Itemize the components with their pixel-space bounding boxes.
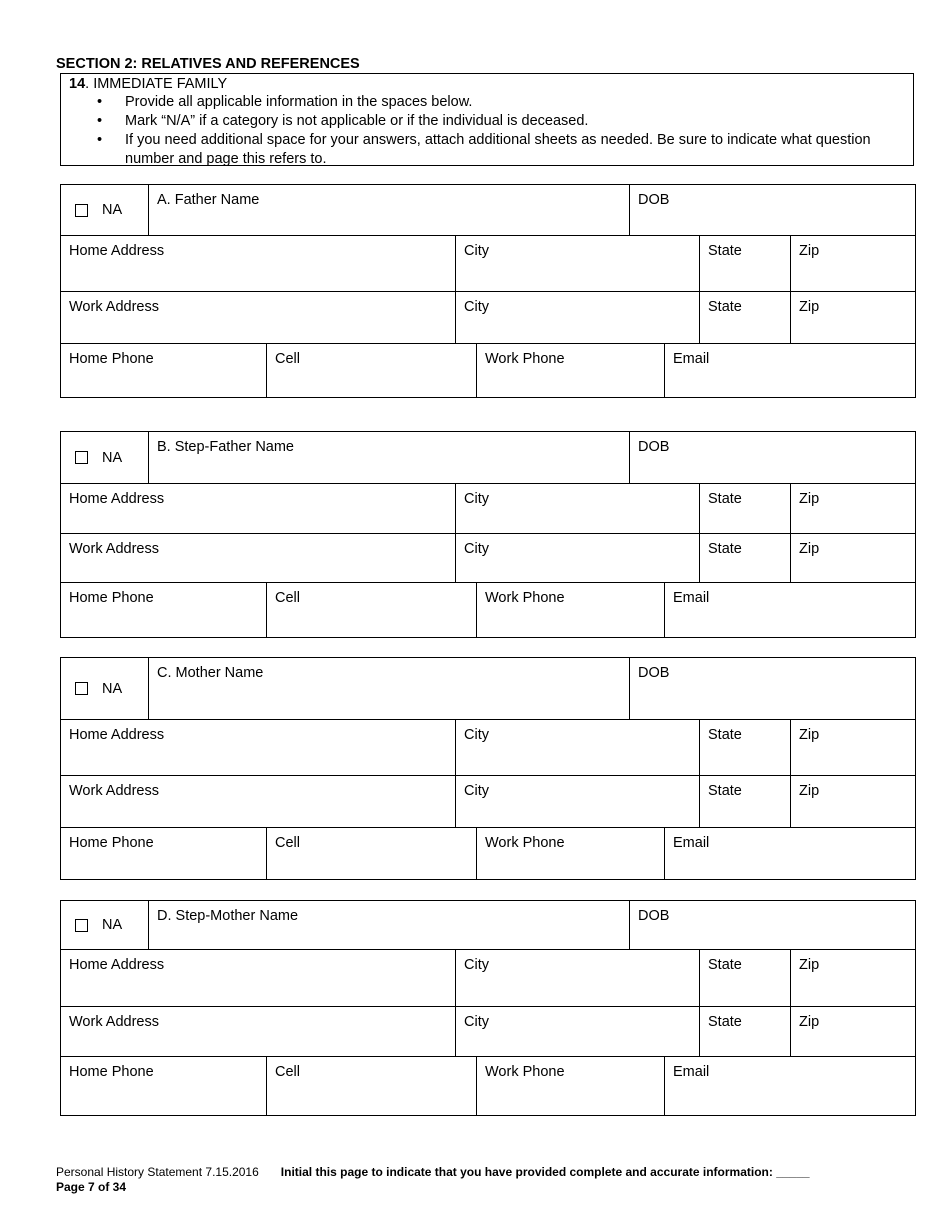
home-phone-field[interactable]: Home Phone [69, 1064, 154, 1080]
na-checkbox[interactable] [75, 919, 88, 932]
home-state-field[interactable]: State [699, 484, 790, 533]
work-address-field[interactable]: Work Address [69, 541, 159, 557]
instructions-list [61, 93, 913, 169]
home-zip-field[interactable]: Zip [790, 950, 915, 1006]
work-address-field[interactable]: Work Address [69, 783, 159, 799]
relative-card-mother [60, 657, 916, 880]
home-address-field[interactable]: Home Address [69, 243, 165, 259]
name-field[interactable]: C. Mother Name [148, 658, 629, 719]
work-zip-field[interactable]: Zip [790, 534, 915, 582]
na-cell [61, 185, 148, 235]
question-number: 14 [69, 76, 86, 92]
email-field[interactable]: Email [664, 583, 915, 637]
na-label: NA [102, 202, 123, 218]
home-address-row [61, 950, 915, 1007]
home-state-field[interactable]: State [699, 720, 790, 775]
work-address-row [61, 1007, 915, 1057]
na-checkbox[interactable] [75, 451, 88, 464]
work-state-field[interactable]: State [699, 292, 790, 343]
home-address-row [61, 484, 915, 534]
home-city-field[interactable]: City [455, 950, 699, 1006]
email-field[interactable]: Email [664, 1057, 915, 1115]
work-phone-field[interactable]: Work Phone [476, 583, 664, 637]
section-title: SECTION 2: RELATIVES AND REFERENCES [56, 56, 360, 72]
cell-phone-field[interactable]: Cell [266, 828, 476, 879]
na-cell [61, 901, 148, 949]
work-address-row [61, 534, 915, 583]
home-state-field[interactable]: State [699, 236, 790, 291]
work-phone-field[interactable]: Work Phone [476, 828, 664, 879]
relative-card-step-mother [60, 900, 916, 1116]
work-state-field[interactable]: State [699, 776, 790, 827]
name-field[interactable]: D. Step-Mother Name [148, 901, 629, 949]
work-address-row [61, 776, 915, 828]
work-phone-field[interactable]: Work Phone [476, 1057, 664, 1115]
name-row [61, 901, 915, 950]
name-row [61, 185, 915, 236]
work-city-field[interactable]: City [455, 1007, 699, 1056]
home-address-field[interactable]: Home Address [69, 727, 165, 743]
phone-row [61, 344, 915, 397]
na-label: NA [102, 917, 123, 933]
instructions-box [60, 73, 914, 166]
work-address-row [61, 292, 915, 344]
relative-card-step-father [60, 431, 916, 638]
footer-certification: Initial this page to indicate that you have provided complete and accurate information: _____ [280, 1165, 810, 1179]
name-row [61, 432, 915, 484]
home-city-field[interactable]: City [455, 236, 699, 291]
home-address-row [61, 236, 915, 292]
home-address-field[interactable]: Home Address [69, 491, 165, 507]
footer-line-1 [56, 1165, 810, 1180]
dob-field[interactable]: DOB [629, 432, 915, 483]
dob-field[interactable]: DOB [629, 658, 915, 719]
instruction-item: • If you need additional space for your answers, attach additional sheets as needed. Be sure to indicate what question number and page this refers to. [61, 131, 913, 169]
na-label: NA [102, 449, 123, 466]
question-heading [69, 75, 227, 94]
name-field[interactable]: B. Step-Father Name [148, 432, 629, 483]
footer-statement: Personal History Statement 7.15.2016 [56, 1165, 259, 1179]
page-footer [56, 1165, 810, 1195]
work-phone-field[interactable]: Work Phone [476, 344, 664, 397]
na-cell [61, 658, 148, 719]
relative-card-father [60, 184, 916, 398]
work-state-field[interactable]: State [699, 1007, 790, 1056]
home-zip-field[interactable]: Zip [790, 720, 915, 775]
home-city-field[interactable]: City [455, 720, 699, 775]
work-city-field[interactable]: City [455, 292, 699, 343]
work-zip-field[interactable]: Zip [790, 292, 915, 343]
phone-row [61, 583, 915, 637]
email-field[interactable]: Email [664, 828, 915, 879]
question-title: . IMMEDIATE FAMILY [85, 76, 228, 92]
page-number: Page 7 of 34 [56, 1180, 127, 1194]
email-field[interactable]: Email [664, 344, 915, 397]
home-address-row [61, 720, 915, 776]
home-state-field[interactable]: State [699, 950, 790, 1006]
dob-field[interactable]: DOB [629, 901, 915, 949]
work-state-field[interactable]: State [699, 534, 790, 582]
home-city-field[interactable]: City [455, 484, 699, 533]
home-phone-field[interactable]: Home Phone [69, 590, 154, 606]
dob-field[interactable]: DOB [629, 185, 915, 235]
work-zip-field[interactable]: Zip [790, 1007, 915, 1056]
name-field[interactable]: A. Father Name [148, 185, 629, 235]
work-city-field[interactable]: City [455, 776, 699, 827]
na-cell [61, 432, 148, 483]
na-label: NA [102, 680, 123, 697]
work-city-field[interactable]: City [455, 534, 699, 582]
work-address-field[interactable]: Work Address [69, 1014, 159, 1030]
na-checkbox[interactable] [75, 204, 88, 217]
home-zip-field[interactable]: Zip [790, 236, 915, 291]
name-row [61, 658, 915, 720]
phone-row [61, 1057, 915, 1115]
instruction-item: • Mark “N/A” if a category is not applicable or if the individual is deceased. [61, 112, 913, 131]
home-phone-field[interactable]: Home Phone [69, 351, 154, 367]
cell-phone-field[interactable]: Cell [266, 344, 476, 397]
cell-phone-field[interactable]: Cell [266, 1057, 476, 1115]
home-zip-field[interactable]: Zip [790, 484, 915, 533]
na-checkbox[interactable] [75, 682, 88, 695]
instruction-item: • Provide all applicable information in the spaces below. [61, 93, 913, 112]
home-address-field[interactable]: Home Address [69, 957, 165, 973]
cell-phone-field[interactable]: Cell [266, 583, 476, 637]
home-phone-field[interactable]: Home Phone [69, 835, 154, 851]
work-address-field[interactable]: Work Address [69, 299, 159, 315]
phone-row [61, 828, 915, 879]
work-zip-field[interactable]: Zip [790, 776, 915, 827]
